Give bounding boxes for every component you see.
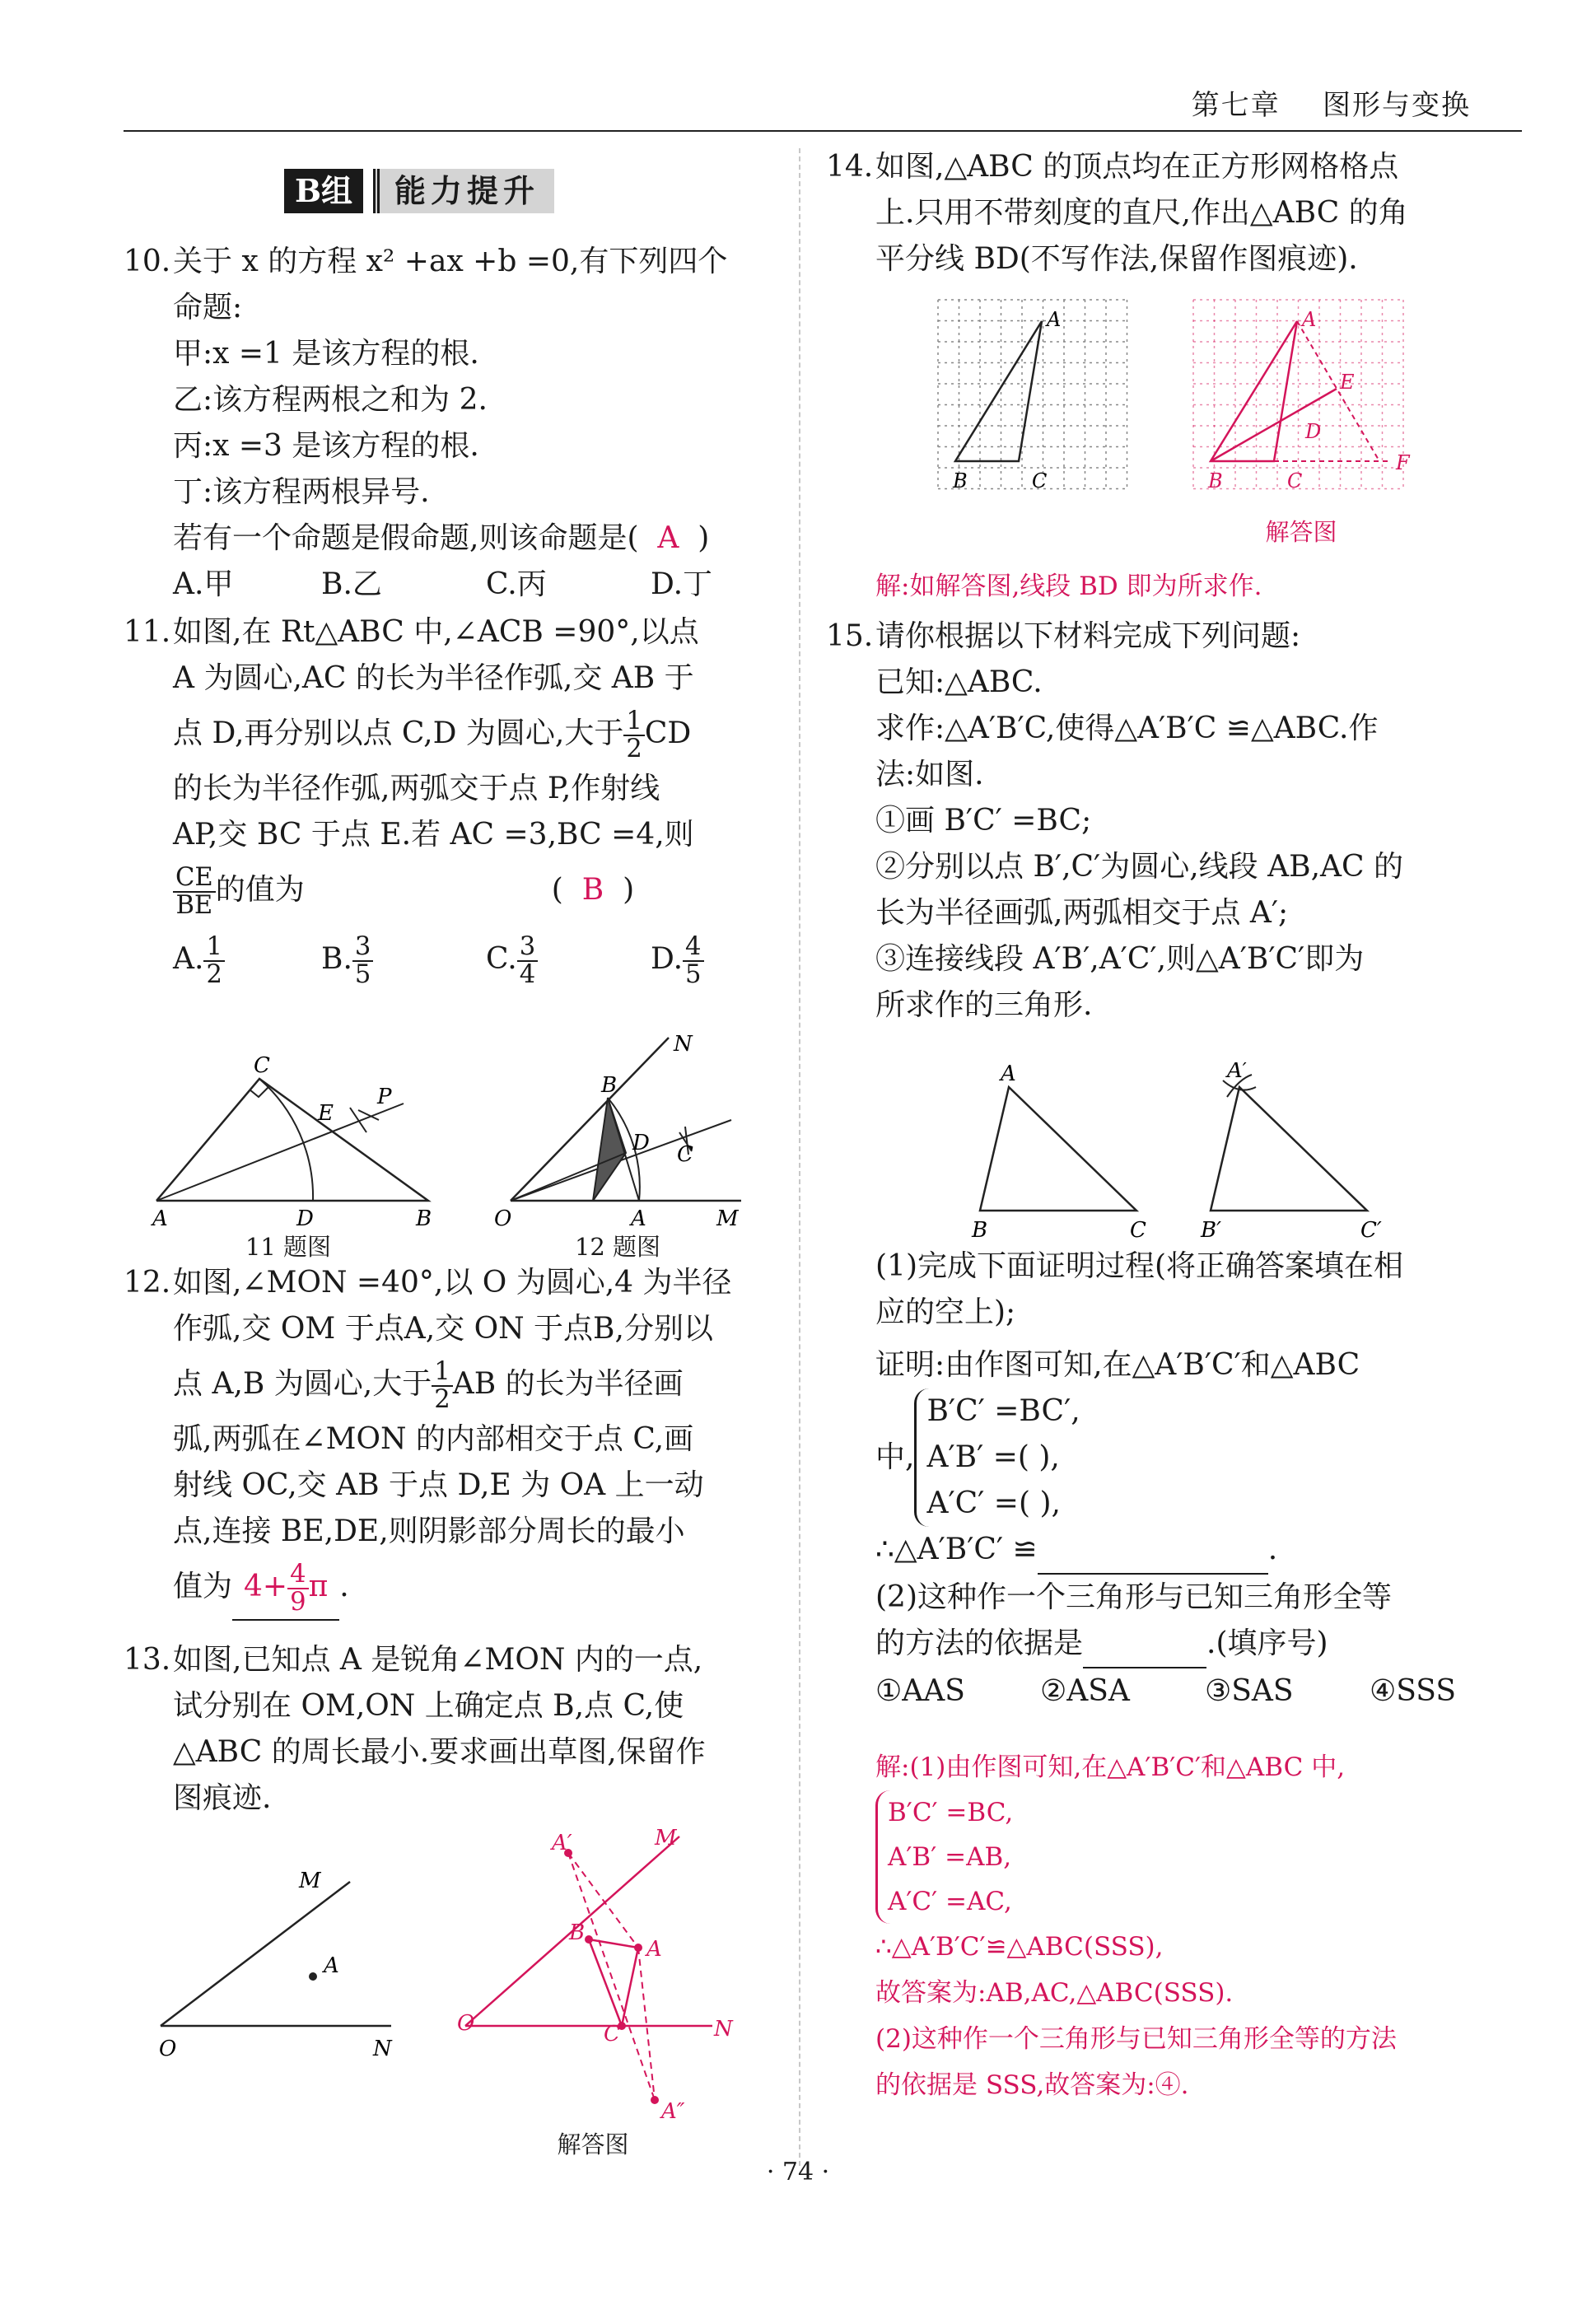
q14-line2: 上.只用不带刻度的直尺,作出△ABC 的角 [875,196,1408,230]
q15-choice-sss: ④SSS [1370,1674,1456,1708]
figure-13-answer [457,1820,737,2125]
q15-proof-mid: 中, [875,1440,915,1474]
fig13-label-n: N [373,2037,392,2061]
q11-line1: 如图,在 Rt△ABC 中,∠ACB =90°,以点 [173,615,699,649]
figure-14-answer [1190,296,1429,502]
chapter-topic: 图形与变换 [1323,89,1471,122]
q10-prop-ding: 丁:该方程两根异号. [173,475,430,509]
question-14 [826,144,1551,282]
q11-option-c-n: 3 [517,934,538,962]
fig12-label-b: B [601,1073,618,1098]
fig15-label-b1: B′ [1201,1218,1222,1243]
fig13a-label-b: B [569,1920,586,1945]
q12-half-n: 1 [432,1359,452,1387]
section-banner [284,169,554,213]
fig14a-label-d: D [1305,420,1322,443]
q12-half-frac [432,1356,452,1414]
fig15-triangle-abc [980,1087,1136,1211]
q11-ratio-n: CE [173,865,216,893]
q10-option-c: C.丙 [486,567,547,601]
q11-ratio [173,862,216,920]
fig11-label-d: D [296,1206,314,1231]
q11-half-frac [623,708,644,763]
q15-proof-system [826,1388,1551,1527]
fig13-label-m: M [299,1869,321,1893]
chapter-label: 第七章 [1191,89,1281,122]
figure-13-problem [152,1861,399,2075]
q11-half-n: 1 [623,708,644,736]
q13-line4: 图痕迹. [173,1781,272,1815]
running-header [1192,82,1471,123]
q15-sol-line3: A′C′ =AC, [888,1887,1012,1916]
q10-option-d: D.丁 [651,567,713,601]
fig15-label-c1: C′ [1360,1218,1382,1243]
fig13a-point-b [585,1935,593,1944]
q15-sol-line2: A′B′ =AB, [888,1842,1012,1872]
q11-option-c-frac [517,931,538,989]
q11-open: ( [551,873,563,907]
q13-line2: 试分别在 OM,ON 上确定点 B,点 C,使 [173,1689,684,1723]
fig12-caption: 12 题图 [574,1233,661,1261]
figure-14-problem [935,296,1136,502]
fig14-caption: 解答图 [1265,518,1337,546]
fig15-label-a: A [1001,1062,1016,1086]
q15-sol2b: 的依据是 SSS,故答案为:④. [875,2070,1189,2100]
q10-prop-yi: 乙:该方程两根之和为 2. [173,383,488,417]
fig15-label-b: B [972,1218,988,1243]
fig14a-label-e: E [1340,371,1355,394]
q10-options [124,562,782,608]
q10-prop-bing: 丙:x =3 是该方程的根. [173,429,479,463]
fig11-arc-mark-1 [350,1108,366,1132]
q10-number: 10. [124,245,171,278]
q12-answer-pre: 4+ [244,1570,288,1603]
q10-stem-cont: 命题: [173,291,243,324]
q11-option-b-label: B. [321,942,352,976]
q15-solution [875,1744,1559,2108]
q14-number: 14. [826,150,874,184]
q15-known: 已知:△ABC. [875,665,1043,699]
q15-sol-concl: ∴△A′B′C′≌△ABC(SSS), [875,1932,1164,1962]
q15-choice-asa: ②ASA [1040,1674,1130,1708]
question-15 [826,614,1551,1029]
q15-part2b-post: .(填序号) [1206,1626,1328,1660]
q15-sol-answer: 故答案为:AB,AC,△ABC(SSS). [875,1978,1234,2008]
fig13a-point-a [634,1944,642,1952]
fig13a-segment-ca [622,1948,638,2026]
fig14-label-c: C [1032,469,1048,492]
q11-line3b: CD [644,716,692,750]
q11-close: ) [623,873,635,907]
fig14a-label-c: C [1287,469,1303,492]
q15-sol-line1: B′C′ =BC, [888,1798,1014,1827]
q12-answer-d: 9 [290,1588,306,1617]
fig14-label-a: A [1047,308,1062,331]
q15-number: 15. [826,619,874,653]
q15-part1b: 应的空上); [875,1295,1016,1329]
fig15-triangle-a1b1c1 [1211,1087,1367,1211]
q11-ratio-d: BE [175,891,213,920]
fig13-label-o: O [159,2037,177,2061]
q12-answer-n: 4 [287,1561,308,1589]
q11-option-d-frac [683,931,703,989]
section-tag: B组 [284,169,363,213]
q14-solution: 解:如解答图,线段 BD 即为所求作. [875,572,1262,601]
q15-part2a: (2)这种作一个三角形与已知三角形全等 [875,1580,1392,1614]
q15-part2b-pre: 的方法的依据是 [875,1626,1084,1660]
q12-line6: 点,连接 BE,DE,则阴影部分周长的最小 [173,1514,685,1548]
q11-option-d-d: 5 [685,960,702,989]
fig13a-label-a: A [646,1937,662,1962]
fig12-label-c: C [677,1142,693,1167]
q14-line1: 如图,△ABC 的顶点均在正方形网格格点 [875,150,1399,184]
fig12-shaded-region [593,1098,626,1201]
question-10 [124,239,782,608]
q15-proof-conclusion [826,1527,1551,1575]
fig12-label-d: D [632,1131,650,1155]
fig11-label-p: P [377,1085,392,1109]
fig13-label-a: A [324,1953,339,1978]
q10-stem: 关于 x 的方程 x² +ax +b =0,有下列四个 [173,245,728,278]
q15-sol-intro: 解:(1)由作图可知,在△A′B′C′和△ABC 中, [875,1752,1346,1782]
q10-answer: A [657,521,679,555]
fig13a-label-c: C [604,2022,620,2046]
q15-step3b: 所求作的三角形. [875,988,1093,1022]
fig11-ray-ap [156,1104,404,1201]
fig11-caption: 11 题图 [245,1233,332,1261]
q11-ratio-line [124,858,782,922]
q15-part1a: (1)完成下面证明过程(将正确答案填在相 [875,1249,1404,1283]
q15-choice-sas: ③SAS [1205,1674,1294,1708]
q12-line5: 射线 OC,交 AB 于点 D,E 为 OA 上一动 [173,1468,704,1502]
fig13a-point-a2 [651,2096,659,2104]
q12-number: 12. [124,1266,171,1300]
fig13a-label-m: M [655,1826,677,1850]
q15-sol-brace [875,1790,1013,1924]
q12-answer-frac [287,1561,308,1616]
q11-option-b-n: 3 [352,934,373,962]
fig12-label-o: O [494,1206,512,1231]
q10-close: ) [698,521,710,555]
q12-line2: 作弧,交 OM 于点A,交 ON 于点B,分别以 [173,1312,713,1346]
question-11 [124,609,782,996]
q11-line3a: 点 D,再分别以点 C,D 为圆心,大于 [173,716,624,750]
q10-option-a: A.甲 [173,567,234,601]
q12-line3a: 点 A,B 为圆心,大于 [173,1367,432,1401]
q10-ask [124,516,782,562]
q11-option-a-label: A. [173,942,204,976]
q15-line1: 请你根据以下材料完成下列问题: [875,619,1301,653]
q11-option-a-d: 2 [206,960,222,989]
fig13-caption: 解答图 [557,2130,629,2158]
q12-line1: 如图,∠MON =40°,以 O 为圆心,4 为半径 [173,1266,732,1300]
q15-step3a: ③连接线段 A′B′,A′C′,则△A′B′C′即为 [875,942,1365,976]
q15-step1: ①画 B′C′ =BC; [875,804,1092,838]
page-number: · 74 · [766,2158,830,2186]
fig14a-label-b: B [1208,469,1223,492]
q12-answer [232,1555,339,1621]
fig11-label-b: B [416,1206,432,1231]
fig13a-label-a1: A′ [552,1831,572,1855]
q15-parts [826,1244,1551,1715]
q13-line3: △ABC 的周长最小.要求画出草图,保留作 [173,1735,706,1769]
q11-option-b-d: 5 [354,960,371,989]
fig12-label-m: M [716,1206,739,1231]
q13-line1: 如图,已知点 A 是锐角∠MON 内的一点, [173,1643,703,1677]
fig13-ray-om [161,1882,350,2026]
q12-answer-post: π [308,1570,329,1603]
q11-option-a-n: 1 [203,934,224,962]
q12-line4: 弧,两弧在∠MON 的内部相交于点 C,画 [173,1422,694,1456]
q12-half-d: 2 [434,1385,450,1414]
fig13a-label-a2: A″ [661,2099,685,2124]
q11-line5: AP,交 BC 于点 E.若 AC =3,BC =4,则 [173,818,694,852]
q10-prop-jia: 甲:x =1 是该方程的根. [173,337,479,371]
q14-line3: 平分线 BD(不写作法,保留作图痕迹). [875,242,1358,276]
q15-part2-blank [1083,1621,1206,1668]
fig13a-segment-ba [589,1939,638,1948]
q15-step2b: 长为半径画弧,两弧相交于点 A′; [875,896,1289,930]
fig13a-dash-aa2 [638,1948,655,2100]
fig14-label-b: B [953,469,968,492]
q15-construct1: 求作:△A′B′C,使得△A′B′C ≌△ABC.作 [875,712,1379,745]
q11-option-c [486,922,651,996]
fig15-label-c: C [1130,1218,1146,1243]
q15-proof-concl-text: ∴△A′B′C′ ≌ [875,1533,1038,1566]
q12-line7-text: 值为 [173,1570,233,1603]
q15-choice-aas: ①AAS [875,1674,965,1708]
fig12-ray-on [511,1038,669,1201]
question-13 [124,1637,782,1822]
q15-part2b [826,1621,1551,1668]
q15-sol2a: (2)这种作一个三角形与已知三角形全等的方法 [875,2024,1397,2054]
q15-proof-line3: A′C′ =( ), [926,1486,1061,1520]
q15-proof-blank [1038,1527,1268,1575]
q15-proof-brace [914,1388,1080,1527]
q11-option-b [321,922,486,996]
fig11-label-e: E [318,1101,334,1126]
q11-line2: A 为圆心,AC 的长为半径作弧,交 AB 于 [173,661,694,695]
question-12 [124,1260,782,1619]
fig14a-label-a: A [1302,308,1317,331]
q12-line7 [124,1555,782,1619]
fig13a-segment-bc [589,1939,622,2026]
q11-line3 [124,702,782,766]
q11-half-d: 2 [626,735,642,763]
q12-line3 [124,1352,782,1416]
column-divider [799,148,800,2166]
fig13a-label-o: O [457,2011,475,2036]
q11-option-d [651,931,704,989]
q11-option-b-frac [352,931,373,989]
q10-ask-text: 若有一个命题是假命题,则该命题是( [173,521,639,555]
q11-option-a-frac [203,931,224,989]
fig12-label-n: N [674,1032,693,1057]
q15-construct2: 法:如图. [875,758,984,791]
q15-proof-end: . [1267,1533,1278,1566]
fig14a-label-f: F [1396,451,1410,474]
q15-choices [826,1668,1551,1715]
q13-number: 13. [124,1643,171,1677]
q15-proof-intro: 证明:由作图可知,在△A′B′C′和△ABC [875,1348,1360,1382]
fig13-point-a [309,1972,317,1981]
fig11-label-c: C [254,1053,270,1078]
q11-option-a [173,922,321,996]
fig11-label-a: A [152,1206,168,1231]
q11-option-c-label: C. [486,942,517,976]
q11-number: 11. [124,615,171,649]
q11-option-c-d: 4 [519,960,536,989]
q15-proof-line2: A′B′ =( ), [926,1440,1060,1474]
q11-option-d-label: D. [651,942,684,976]
q12-line3b: AB 的长为半径画 [452,1367,684,1401]
section-title: 能力提升 [373,169,554,213]
q15-proof-line1: B′C′ =BC′, [926,1394,1080,1428]
figure-15 [955,1062,1433,1244]
q15-step2a: ②分别以点 B′,C′为圆心,线段 AB,AC 的 [875,850,1404,884]
fig13a-label-n: N [714,2017,733,2042]
header-rule [124,130,1522,132]
fig12-label-a: A [631,1206,646,1231]
q11-option-d-n: 4 [683,934,703,962]
q11-line4: 的长为半径作弧,两弧交于点 P,作射线 [173,772,660,805]
figure-12 [494,1029,758,1252]
q10-option-b: B.乙 [321,567,382,601]
q11-ratio-tail: 的值为 [215,873,305,907]
figure-11 [148,1038,445,1252]
fig15-label-a1: A′ [1227,1062,1248,1083]
q11-answer: B [581,873,604,907]
q12-tail: . [339,1570,349,1603]
q11-options [124,922,782,996]
